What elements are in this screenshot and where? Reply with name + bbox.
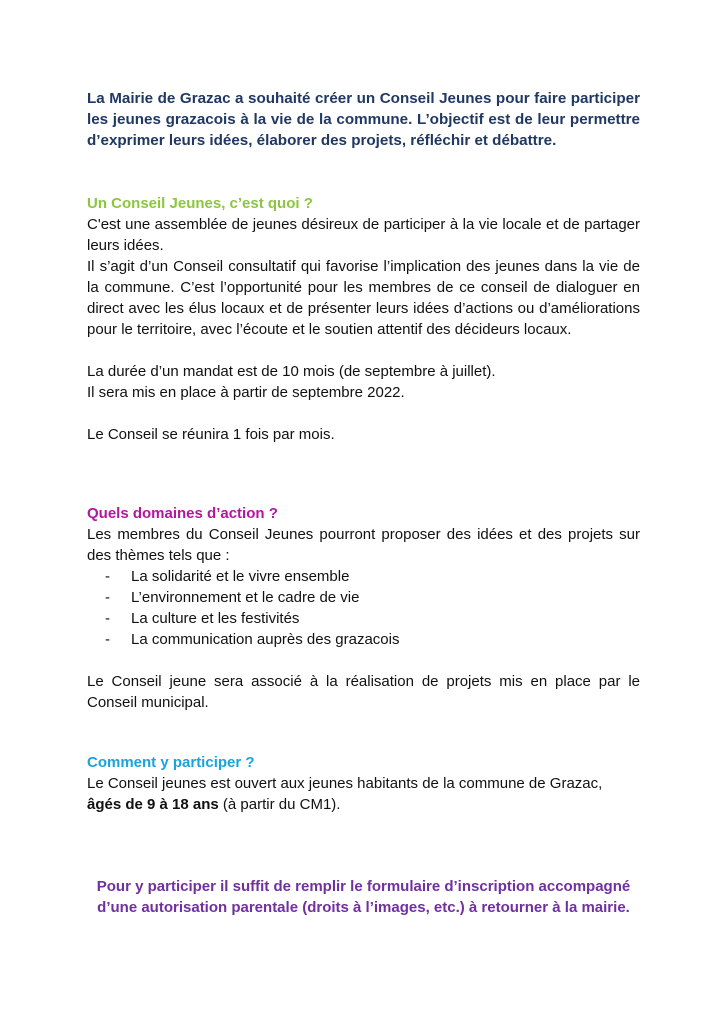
list-item: - La communication auprès des grazacois [105, 631, 400, 648]
section1-paragraph-1: C'est une assemblée de jeunes désireux de participer à la vie locale et de partager leurs idées. [87, 216, 640, 254]
section2-paragraph-1: Les membres du Conseil Jeunes pourront proposer des idées et des projets sur des thèmes tels que : [87, 526, 640, 564]
intro-paragraph: La Mairie de Grazac a souhaité créer un Conseil Jeunes pour faire participer les jeunes grazacois à la vie de la commune. L’objectif est de leur permettre d’exprimer leurs idées, élaborer des projets, réfléchir et débattre. [87, 90, 640, 149]
list-item: - La culture et les festivités [105, 610, 300, 627]
section-heading-participer: Comment y participer ? [87, 754, 255, 771]
final-call-to-action: Pour y participer il suffit de remplir le formulaire d’inscription accompagné d’une autorisation parentale (droits à l’images, etc.) à retourner à la mairie. [96, 878, 631, 916]
list-item: - L’environnement et le cadre de vie [105, 589, 360, 606]
section1-paragraph-3: La durée d’un mandat est de 10 mois (de septembre à juillet). [87, 363, 496, 380]
section1-paragraph-4: Il sera mis en place à partir de septembre 2022. [87, 384, 405, 401]
section2-paragraph-2: Le Conseil jeune sera associé à la réalisation de projets mis en place par le Conseil municipal. [87, 673, 640, 711]
section-heading-domaines: Quels domaines d’action ? [87, 505, 278, 522]
themes-list [87, 566, 640, 650]
section1-paragraph-5: Le Conseil se réunira 1 fois par mois. [87, 426, 335, 443]
section1-paragraph-2: Il s’agit d’un Conseil consultatif qui favorise l’implication des jeunes dans la vie de la commune. C’est l’opportunité pour les membres de ce conseil de dialoguer en direct avec les élus locaux et de présenter leurs idées d’actions ou d’améliorations pour le territoire, avec l’écoute et le soutien attentif des décideurs locaux. [87, 258, 640, 338]
list-item: - La solidarité et le vivre ensemble [105, 568, 350, 585]
section-domaines-action [87, 503, 640, 713]
section-participer [87, 752, 640, 815]
section-heading-conseil-jeunes: Un Conseil Jeunes, c’est quoi ? [87, 195, 313, 212]
section-conseil-jeunes [87, 193, 640, 445]
section3-paragraph-1: Le Conseil jeunes est ouvert aux jeunes habitants de la commune de Grazac, âgés de 9 à 18 ans (à partir du CM1). [87, 775, 603, 813]
